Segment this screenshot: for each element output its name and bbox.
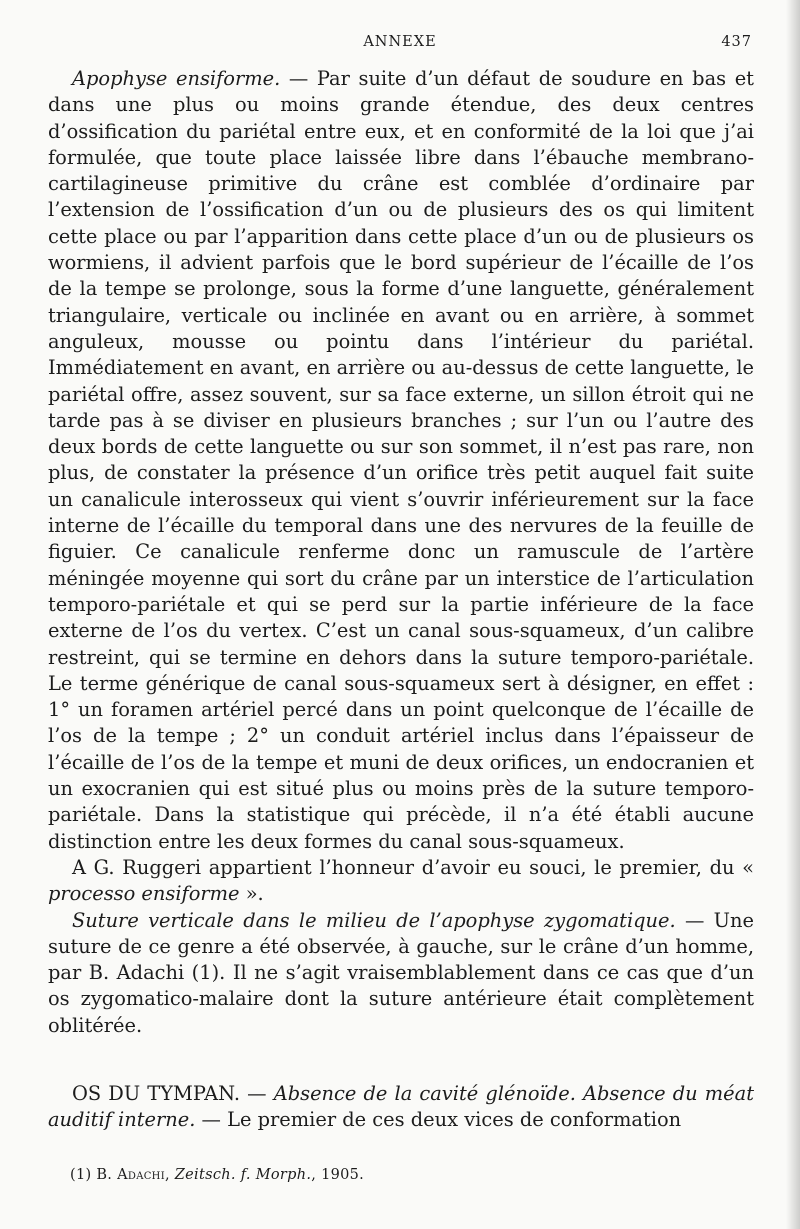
paragraph-text: — Le premier de ces deux vices de conformation	[195, 1108, 682, 1132]
running-title: ANNEXE	[363, 34, 437, 50]
paragraph-suture-verticale	[48, 908, 754, 1039]
body-text	[48, 66, 754, 1134]
paragraph-heading: Absence de la cavité glénoïde. Absence du méat auditif interne.	[48, 1081, 754, 1132]
paragraph-heading: Suture verticale dans le milieu de l’apophyse zygomatique.	[72, 908, 676, 932]
footnote-author: Adachi	[117, 1167, 165, 1183]
paragraph-text: A G. Ruggeri appartient l’honneur d’avoir eu souci, le premier, du «	[72, 855, 754, 879]
paragraph-ruggeri	[48, 855, 754, 908]
footnote-separator: ,	[164, 1167, 175, 1183]
paragraph-text: ».	[239, 882, 264, 906]
paragraph-text: — Par suite d’un défaut de soudure en bas et dans une plus ou moins grande étendue, des deux centres d’ossification du pariétal entre eux, et en conformité de la loi que j’ai formulée, que toute place laissée libre dans l’ébauche membrano-cartilagineuse primitive du crâne est comblée d’ordinaire par l’extension de l’ossification d’un ou de plusieurs des os qui limitent cette place ou par l’apparition dans cette place d’un ou de plusieurs os wormiens, il advient parfois que le bord supérieur de l’écaille de l’os de la tempe se prolonge, sous la forme d’une languette, généralement triangulaire, verticale ou inclinée en avant ou en arrière, à sommet anguleux, mousse ou pointu dans l’intérieur du pariétal. Immédiatement en avant, en arrière ou au-dessus de cette languette, le pariétal offre, assez souvent, sur sa face externe, un sillon étroit qui ne tarde pas à se diviser en plusieurs branches ; sur l’un ou l’autre des deux bords de cette languette ou sur son sommet, il n’est pas rare, non plus, de constater la présence d’un orifice très petit auquel fait suite un canalicule interosseux qui vient s’ouvrir inférieurement sur la face interne de l’écaille du temporal dans une des nervures de la feuille de figuier. Ce canalicule renferme donc un ramuscule de l’artère méningée moyenne qui sort du crâne par un interstice de l’articulation temporo-pariétale et qui se perd sur la partie inférieure de la face externe de l’os du vertex. C’est un canal sous-squameux, d’un calibre restreint, qui se termine en dehors dans la suture temporo-pariétale. Le terme générique de canal sous-squameux sert à désigner, en effet : 1° un foramen artériel percé dans un point quelconque de l’écaille de l’os de la tempe ; 2° un conduit artériel inclus dans l’épaisseur de l’écaille de l’os de la tempe et muni de deux orifices, un endocranien et un exocranien qui est situé plus ou moins près de la suture temporo-pariétale. Dans la statistique qui précède, il n’a été établi aucune distinction entre les deux formes du canal sous-squameux.	[48, 67, 754, 853]
footnote	[70, 1167, 364, 1183]
footnote-marker: (1) B.	[70, 1167, 118, 1183]
paragraph-apophyse-ensiforme	[48, 66, 754, 855]
footnote-year: , 1905.	[311, 1167, 365, 1183]
page-number: 437	[721, 34, 752, 50]
dash: —	[240, 1081, 274, 1105]
paragraph-text: — Une suture de ce genre a été observée, à gauche, sur le crâne d’un homme, par B. Adachi (1). Il ne s’agit vraisemblablement dans ce cas que d’un os zygomatico-malaire dont la suture antérieure était complètement oblitérée.	[48, 908, 754, 1037]
paragraph-heading: Apophyse ensiforme.	[72, 67, 281, 90]
running-header	[48, 34, 752, 56]
paragraph-os-du-tympan	[48, 1081, 754, 1134]
footnote-journal: Zeitsch. f. Morph.	[174, 1167, 312, 1183]
page-gutter-shadow	[786, 0, 800, 1229]
italic-term: processo ensiforme	[48, 882, 240, 906]
section-heading: OS DU TYMPAN.	[72, 1081, 241, 1105]
